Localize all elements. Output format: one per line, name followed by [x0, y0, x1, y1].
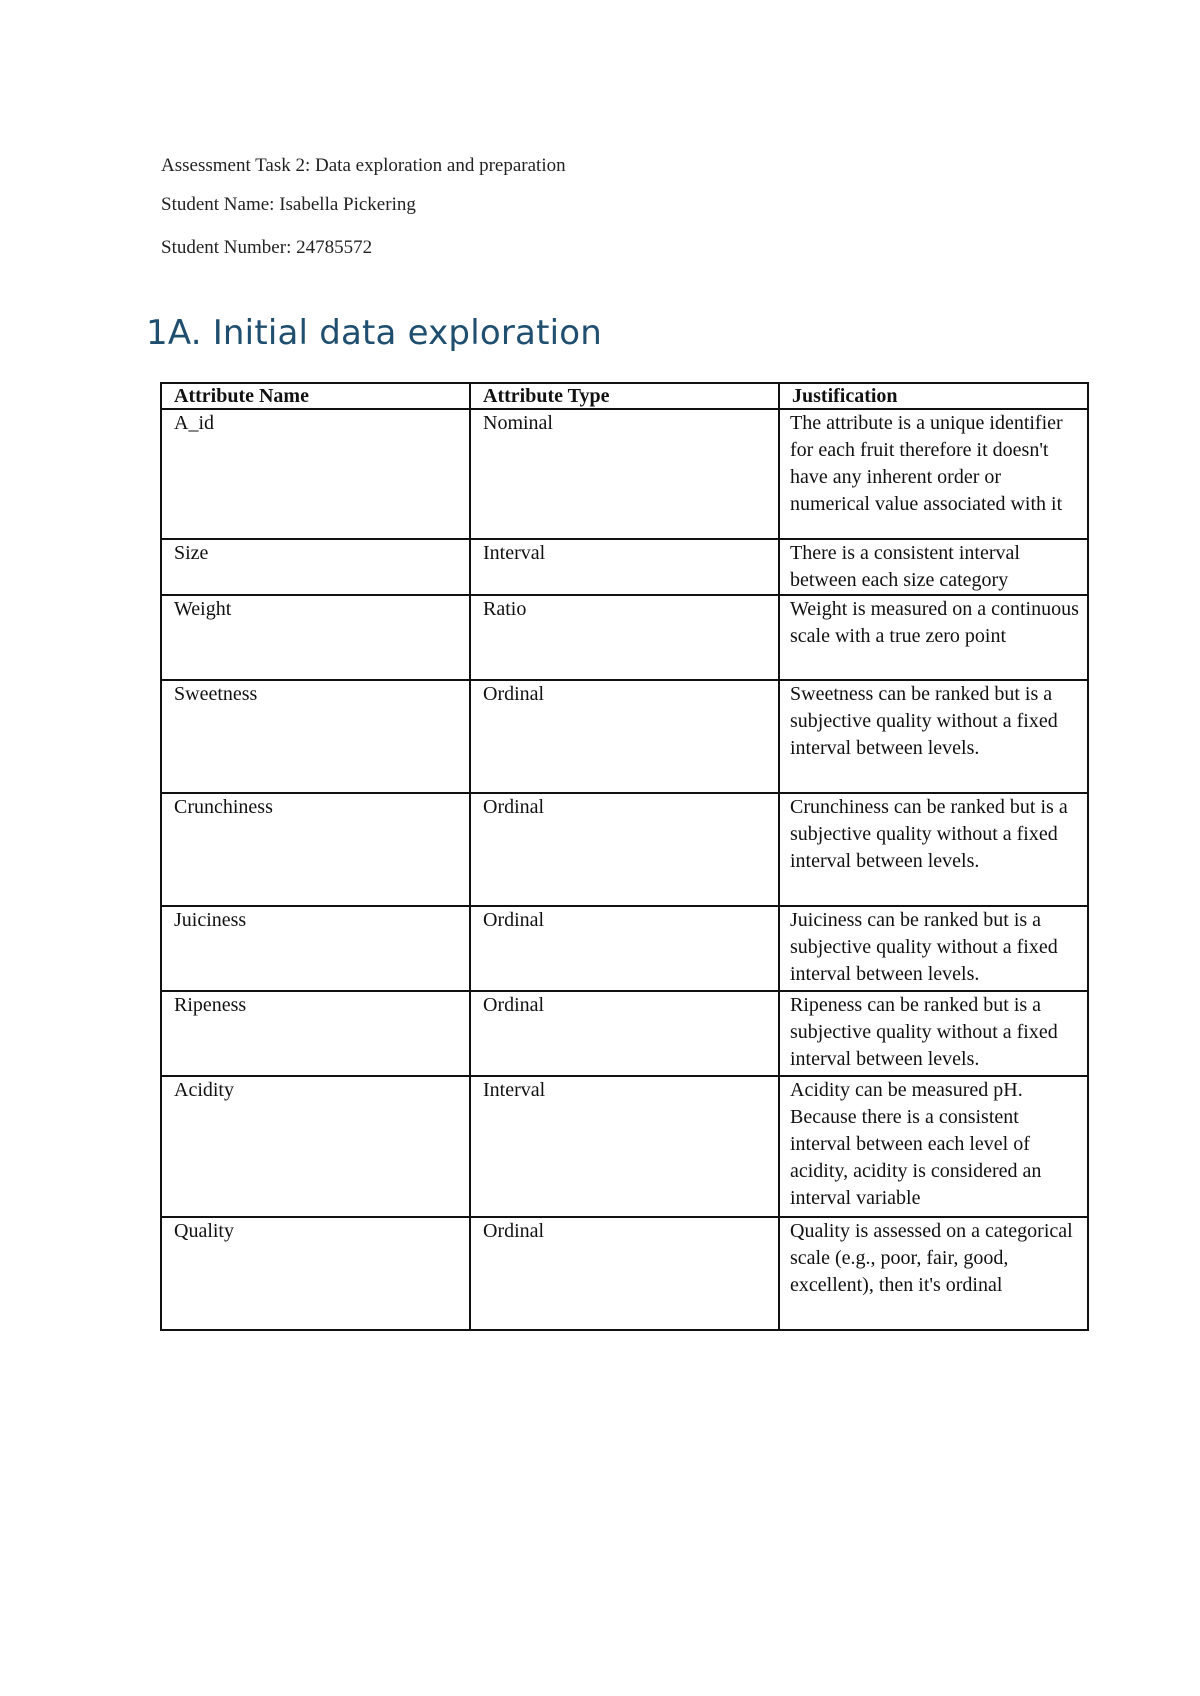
- column-header-attribute-name: Attribute Name: [161, 383, 470, 409]
- attribute-name-cell: Acidity: [161, 1076, 470, 1217]
- table-row: [161, 1217, 1088, 1330]
- attribute-name-cell: Crunchiness: [161, 793, 470, 906]
- attribute-type-cell: Nominal: [470, 409, 779, 539]
- table-row: [161, 680, 1088, 793]
- table-header-row: [161, 383, 1088, 409]
- student-number: Student Number: 24785572: [161, 237, 373, 258]
- attribute-type-cell: Ordinal: [470, 906, 779, 991]
- justification-cell: Weight is measured on a continuous scale with a true zero point: [779, 595, 1088, 680]
- table-row: [161, 793, 1088, 906]
- attribute-table: [160, 382, 1089, 1331]
- attribute-name-cell: Weight: [161, 595, 470, 680]
- table-row: [161, 991, 1088, 1076]
- justification-cell: Sweetness can be ranked but is a subjective quality without a fixed interval between levels.: [779, 680, 1088, 793]
- attribute-name-cell: Sweetness: [161, 680, 470, 793]
- justification-cell: Quality is assessed on a categorical scale (e.g., poor, fair, good, excellent), then it's ordinal: [779, 1217, 1088, 1330]
- table-row: [161, 539, 1088, 595]
- justification-cell: Crunchiness can be ranked but is a subjective quality without a fixed interval between levels.: [779, 793, 1088, 906]
- justification-cell: Ripeness can be ranked but is a subjective quality without a fixed interval between levels.: [779, 991, 1088, 1076]
- attribute-type-cell: Interval: [470, 1076, 779, 1217]
- justification-cell: There is a consistent interval between each size category: [779, 539, 1088, 595]
- column-header-attribute-type: Attribute Type: [470, 383, 779, 409]
- attribute-type-cell: Ratio: [470, 595, 779, 680]
- column-header-justification: Justification: [779, 383, 1088, 409]
- attribute-name-cell: Ripeness: [161, 991, 470, 1076]
- table-row: [161, 1076, 1088, 1217]
- task-title: Assessment Task 2: Data exploration and preparation: [161, 155, 566, 176]
- attribute-name-cell: Size: [161, 539, 470, 595]
- justification-cell: Juiciness can be ranked but is a subjective quality without a fixed interval between levels.: [779, 906, 1088, 991]
- attribute-type-cell: Ordinal: [470, 680, 779, 793]
- attribute-type-cell: Ordinal: [470, 1217, 779, 1330]
- attribute-type-cell: Ordinal: [470, 991, 779, 1076]
- attribute-type-cell: Ordinal: [470, 793, 779, 906]
- attribute-type-cell: Interval: [470, 539, 779, 595]
- table-row: [161, 409, 1088, 539]
- justification-cell: Acidity can be measured pH. Because there is a consistent interval between each level of acidity, acidity is considered an interval variable: [779, 1076, 1088, 1217]
- attribute-name-cell: Quality: [161, 1217, 470, 1330]
- justification-cell: The attribute is a unique identifier for each fruit therefore it doesn't have any inherent order or numerical value associated with it: [779, 409, 1088, 539]
- student-name: Student Name: Isabella Pickering: [161, 194, 416, 215]
- attribute-name-cell: Juiciness: [161, 906, 470, 991]
- table-row: [161, 595, 1088, 680]
- table-row: [161, 906, 1088, 991]
- attribute-name-cell: A_id: [161, 409, 470, 539]
- section-heading: 1A. Initial data exploration: [146, 313, 603, 353]
